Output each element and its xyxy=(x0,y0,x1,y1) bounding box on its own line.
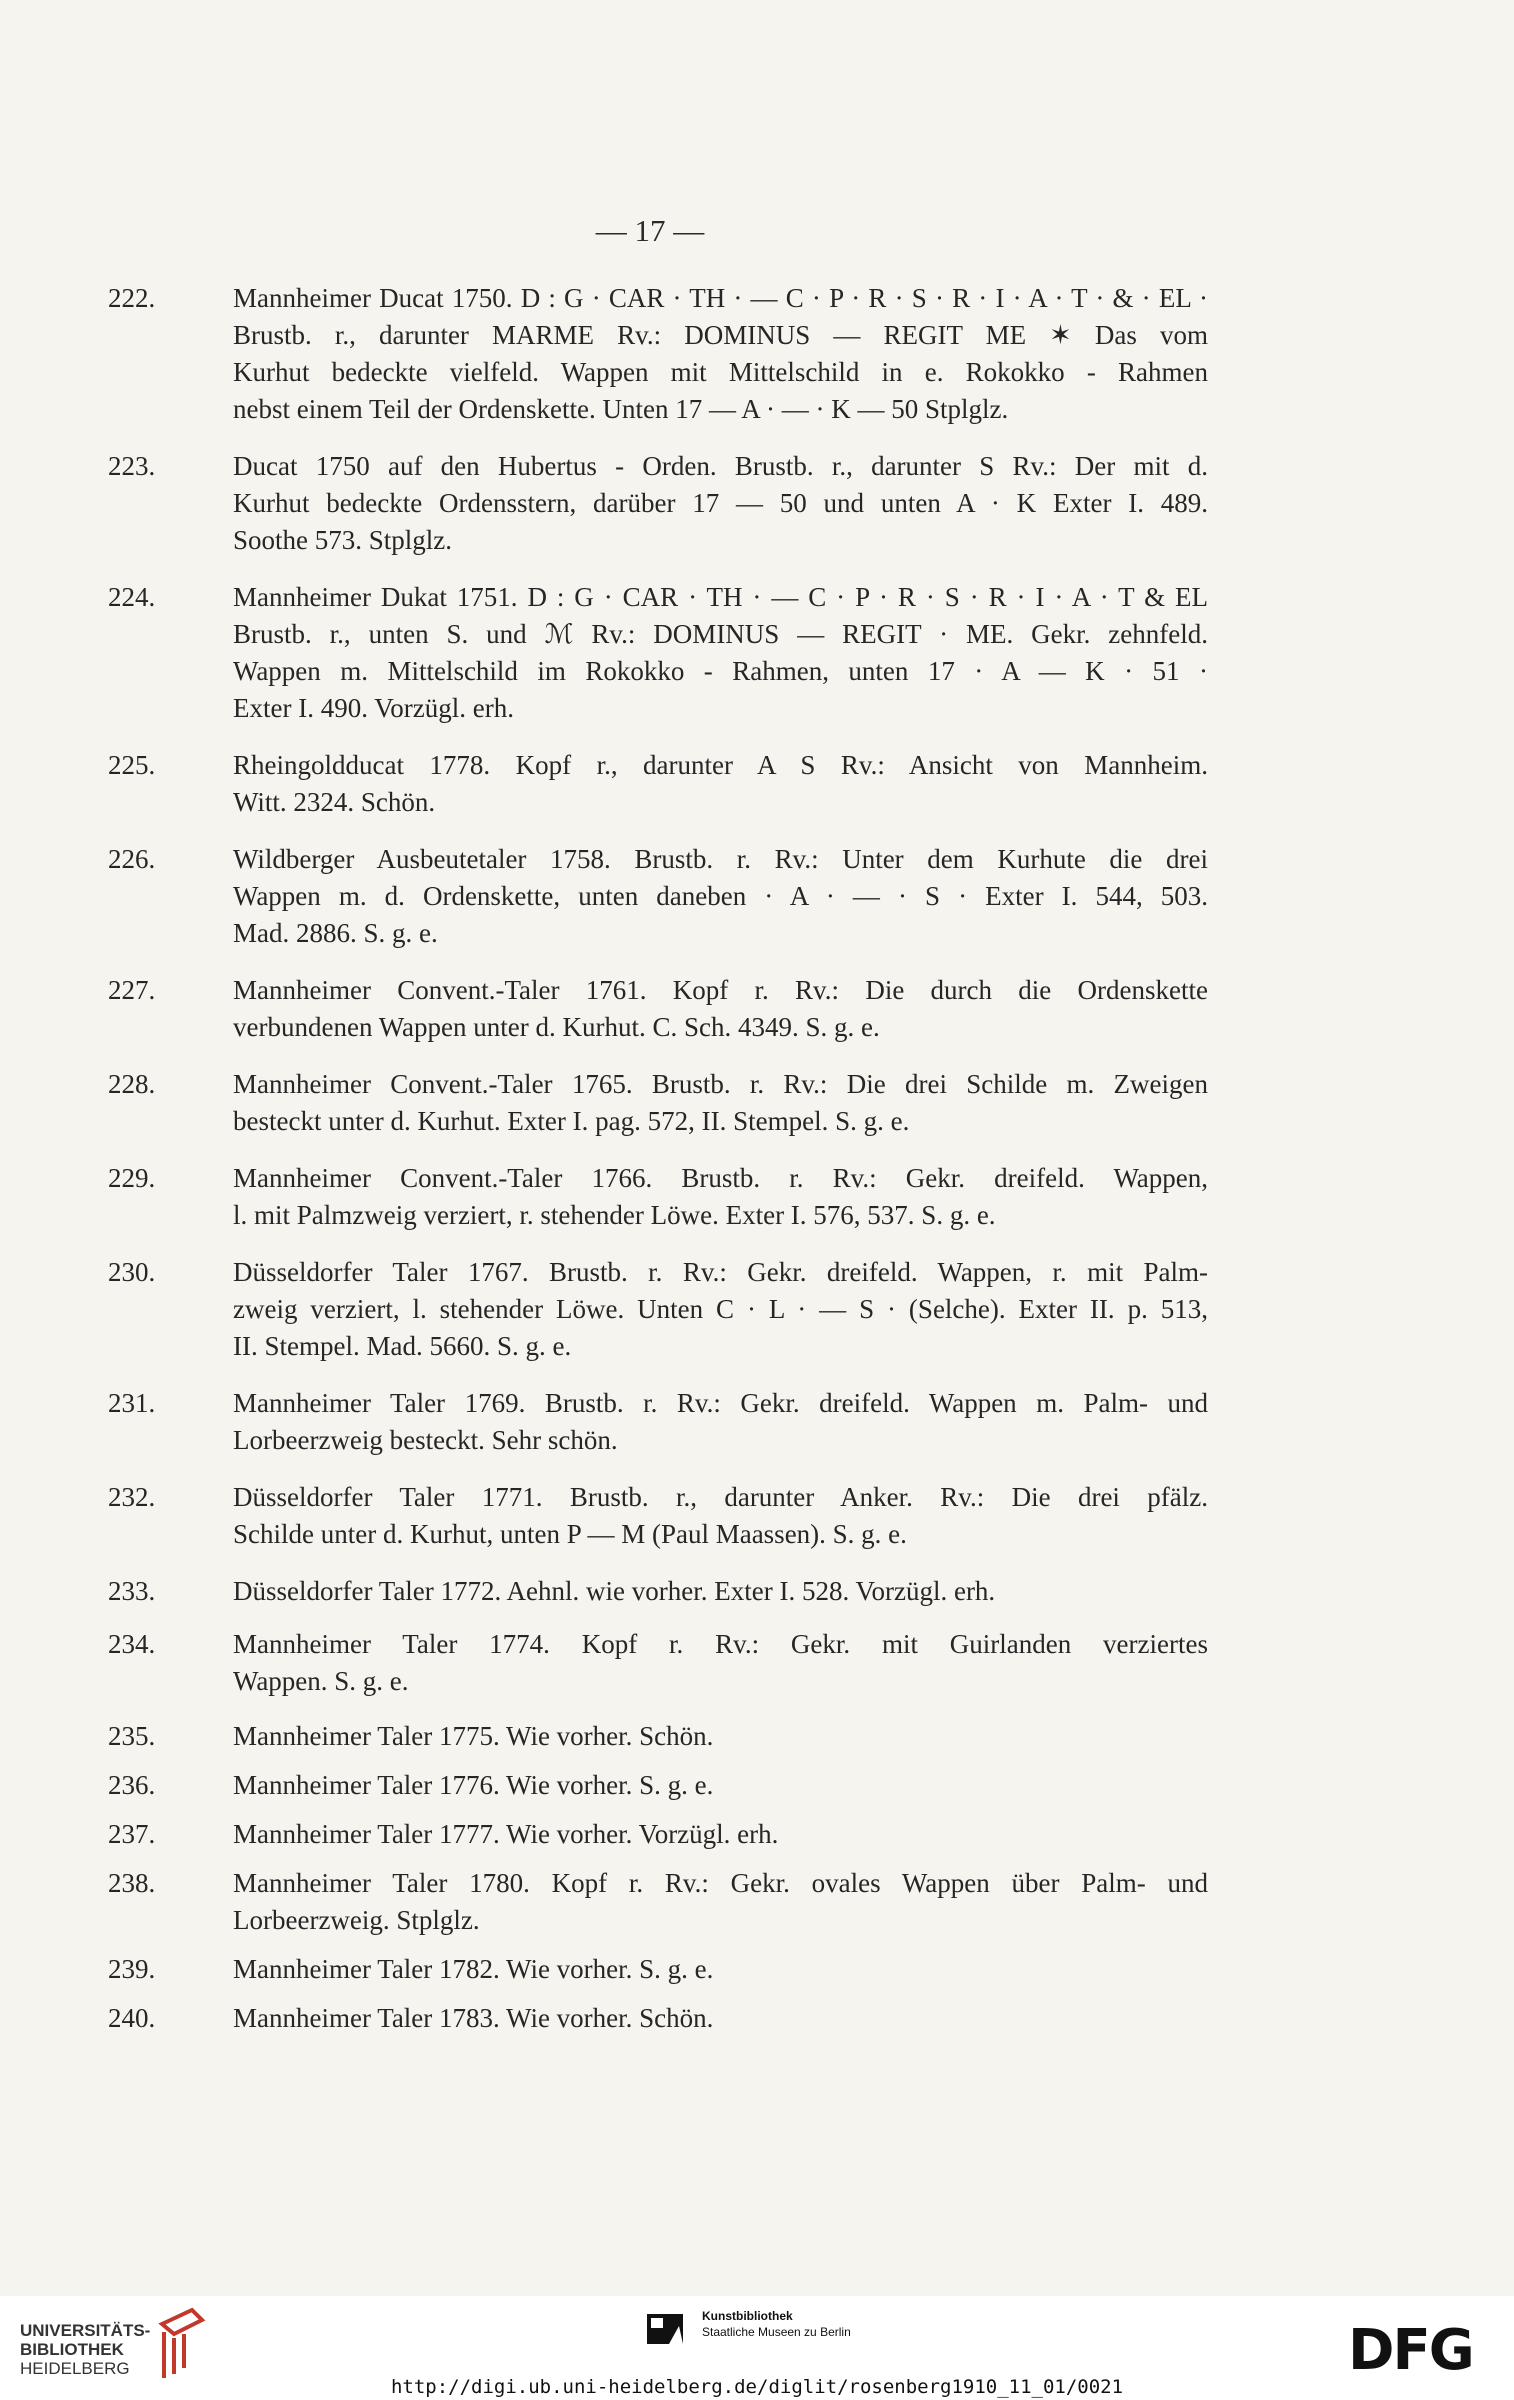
entry-number: 234. xyxy=(108,1629,156,1659)
entry-line: Mannheimer Convent.-Taler 1765. Brustb. r. Rv.: Die drei Schilde m. Zweigen xyxy=(233,1069,1208,1099)
entry-line: Mad. 2886. S. g. e. xyxy=(233,918,438,948)
entry-line: Düsseldorfer Taler 1772. Aehnl. wie vorher. Exter I. 528. Vorzügl. erh. xyxy=(233,1576,996,1606)
kunstbibliothek-text xyxy=(702,2308,851,2340)
entry-line: Kurhut bedeckte vielfeld. Wappen mit Mittelschild in e. Rokokko - Rahmen xyxy=(233,357,1208,387)
source-url[interactable]: http://digi.ub.uni-heidelberg.de/diglit/rosenberg1910_11_01/0021 xyxy=(390,2376,1124,2398)
catalogue-entry xyxy=(108,1160,1208,1234)
entry-line: Exter I. 490. Vorzügl. erh. xyxy=(233,693,514,723)
catalogue-entry xyxy=(108,2000,1208,2037)
entry-line: zweig verziert, l. stehender Löwe. Unten C · L · — S · (Selche). Exter II. p. 513, xyxy=(233,1294,1208,1324)
entry-line: II. Stempel. Mad. 5660. S. g. e. xyxy=(233,1331,572,1361)
entry-line: Lorbeerzweig. Stplglz. xyxy=(233,1905,480,1935)
entry-line: Mannheimer Dukat 1751. D : G · CAR · TH · — C · P · R · S · R · I · A · T & EL xyxy=(233,582,1208,612)
entry-line: besteckt unter d. Kurhut. Exter I. pag. 572, II. Stempel. S. g. e. xyxy=(233,1106,910,1136)
university-library-logo[interactable] xyxy=(20,2321,150,2378)
catalogue-entry xyxy=(108,1718,1208,1755)
entry-number: 223. xyxy=(108,451,156,481)
entry-line: Mannheimer Taler 1776. Wie vorher. S. g. e. xyxy=(233,1770,714,1800)
entry-line: nebst einem Teil der Ordenskette. Unten 17 — A · — · K — 50 Stplglz. xyxy=(233,394,1009,424)
catalogue-entry xyxy=(108,280,1208,428)
catalogue-entries xyxy=(108,280,1208,2037)
entry-number: 229. xyxy=(108,1163,156,1193)
entry-number: 227. xyxy=(108,975,156,1005)
entry-line: Schilde unter d. Kurhut, unten P — M (Paul Maassen). S. g. e. xyxy=(233,1519,907,1549)
university-emblem-icon xyxy=(152,2304,210,2384)
entry-number: 228. xyxy=(108,1069,156,1099)
entry-number: 237. xyxy=(108,1819,156,1849)
entry-number: 224. xyxy=(108,582,156,612)
catalogue-entry xyxy=(108,448,1208,559)
entry-line: Mannheimer Ducat 1750. D : G · CAR · TH · — C · P · R · S · R · I · A · T · & · EL · xyxy=(233,283,1208,313)
entry-number: 231. xyxy=(108,1388,156,1418)
entry-line: Rheingoldducat 1778. Kopf r., darunter A S Rv.: Ansicht von Mannheim. xyxy=(233,750,1208,780)
entry-number: 226. xyxy=(108,844,156,874)
entry-line: Witt. 2324. Schön. xyxy=(233,787,436,817)
entry-line: Düsseldorfer Taler 1771. Brustb. r., darunter Anker. Rv.: Die drei pfälz. xyxy=(233,1482,1208,1512)
entry-number: 232. xyxy=(108,1482,156,1512)
entry-number: 233. xyxy=(108,1576,156,1606)
entry-line: Mannheimer Taler 1780. Kopf r. Rv.: Gekr. ovales Wappen über Palm- und xyxy=(233,1868,1208,1898)
entry-number: 235. xyxy=(108,1721,156,1751)
dfg-logo[interactable]: DFG xyxy=(1348,2318,1473,2383)
entry-line: Kurhut bedeckte Ordensstern, darüber 17 — 50 und unten A · K Exter I. 489. xyxy=(233,488,1208,518)
entry-line: Mannheimer Taler 1783. Wie vorher. Schön. xyxy=(233,2003,714,2033)
catalogue-entry xyxy=(108,1865,1208,1939)
entry-line: Wildberger Ausbeutetaler 1758. Brustb. r. Rv.: Unter dem Kurhute die drei xyxy=(233,844,1208,874)
uni-line-2: BIBLIOTHEK xyxy=(20,2340,124,2359)
catalogue-entry xyxy=(108,972,1208,1046)
entry-line: Lorbeerzweig besteckt. Sehr schön. xyxy=(233,1425,618,1455)
entry-number: 222. xyxy=(108,283,156,313)
entry-number: 230. xyxy=(108,1257,156,1287)
catalogue-entry xyxy=(108,1816,1208,1853)
catalogue-entry xyxy=(108,1066,1208,1140)
kunstbibliothek-logo-icon[interactable] xyxy=(645,2310,685,2350)
entry-line: Mannheimer Taler 1769. Brustb. r. Rv.: Gekr. dreifeld. Wappen m. Palm- und xyxy=(233,1388,1208,1418)
entry-line: Mannheimer Taler 1777. Wie vorher. Vorzügl. erh. xyxy=(233,1819,779,1849)
kb-subtitle: Staatliche Museen zu Berlin xyxy=(702,2325,851,2339)
catalogue-entry xyxy=(108,1385,1208,1459)
catalogue-entry xyxy=(108,841,1208,952)
catalogue-entry xyxy=(108,747,1208,821)
entry-line: Wappen m. Mittelschild im Rokokko - Rahmen, unten 17 · A — K · 51 · xyxy=(233,656,1208,686)
entry-number: 225. xyxy=(108,750,156,780)
entry-number: 236. xyxy=(108,1770,156,1800)
catalogue-entry xyxy=(108,1573,1208,1610)
catalogue-entry xyxy=(108,1626,1208,1700)
entry-line: Mannheimer Taler 1775. Wie vorher. Schön. xyxy=(233,1721,714,1751)
uni-line-1: UNIVERSITÄTS- xyxy=(20,2321,151,2340)
entry-line: Mannheimer Convent.-Taler 1761. Kopf r. Rv.: Die durch die Ordenskette xyxy=(233,975,1208,1005)
entry-number: 240. xyxy=(108,2003,156,2033)
kb-title: Kunstbibliothek xyxy=(702,2309,793,2323)
entry-line: Düsseldorfer Taler 1767. Brustb. r. Rv.: Gekr. dreifeld. Wappen, r. mit Palm- xyxy=(233,1257,1208,1287)
catalogue-entry xyxy=(108,1254,1208,1365)
page-number: — 17 — xyxy=(595,213,705,248)
entry-line: l. mit Palmzweig verziert, r. stehender Löwe. Exter I. 576, 537. S. g. e. xyxy=(233,1200,996,1230)
entry-line: verbundenen Wappen unter d. Kurhut. C. Sch. 4349. S. g. e. xyxy=(233,1012,880,1042)
entry-line: Brustb. r., unten S. und ℳ Rv.: DOMINUS — REGIT · ME. Gekr. zehnfeld. xyxy=(233,619,1208,649)
catalogue-entry xyxy=(108,1479,1208,1553)
entry-line: Mannheimer Taler 1774. Kopf r. Rv.: Gekr. mit Guirlanden verziertes xyxy=(233,1629,1208,1659)
catalogue-entry xyxy=(108,1767,1208,1804)
entry-line: Mannheimer Convent.-Taler 1766. Brustb. r. Rv.: Gekr. dreifeld. Wappen, xyxy=(233,1163,1208,1193)
entry-number: 238. xyxy=(108,1868,156,1898)
entry-line: Wappen. S. g. e. xyxy=(233,1666,409,1696)
entry-line: Soothe 573. Stplglz. xyxy=(233,525,453,555)
catalogue-entry xyxy=(108,579,1208,727)
entry-number: 239. xyxy=(108,1954,156,1984)
catalogue-entry xyxy=(108,1951,1208,1988)
entry-line: Wappen m. d. Ordenskette, unten daneben · A · — · S · Exter I. 544, 503. xyxy=(233,881,1208,911)
entry-line: Mannheimer Taler 1782. Wie vorher. S. g. e. xyxy=(233,1954,714,1984)
entry-line: Brustb. r., darunter MARME Rv.: DOMINUS — REGIT ME ✶ Das vom xyxy=(233,320,1208,350)
uni-line-3: HEIDELBERG xyxy=(20,2359,130,2378)
entry-line: Ducat 1750 auf den Hubertus - Orden. Brustb. r., darunter S Rv.: Der mit d. xyxy=(233,451,1208,481)
